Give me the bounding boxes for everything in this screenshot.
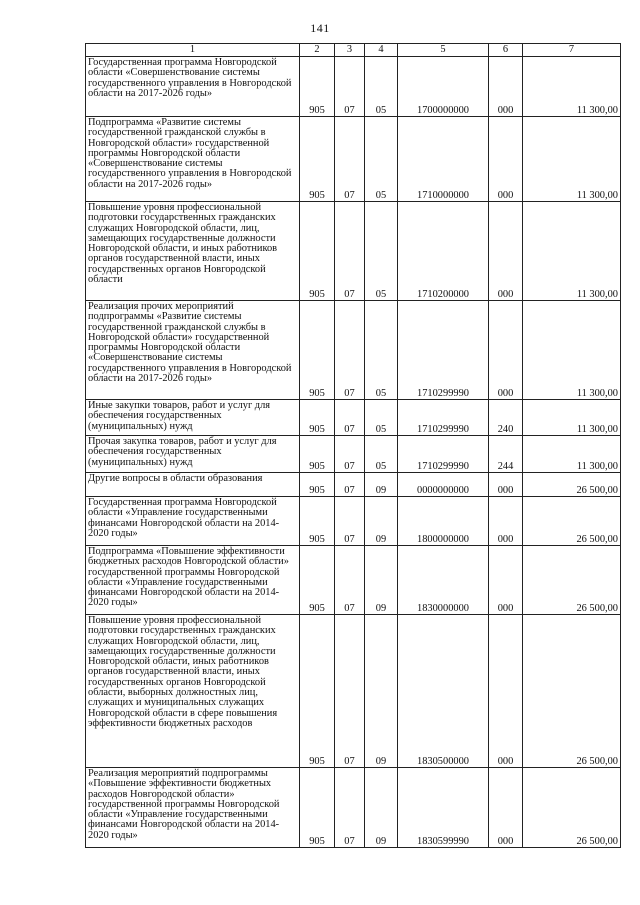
cell-subsection: 05 (365, 57, 398, 117)
cell-target: 0000000000 (398, 473, 489, 497)
cell-code: 905 (300, 546, 335, 615)
table-row (86, 57, 621, 117)
table-row (86, 615, 621, 768)
cell-amount: 11 300,00 (523, 202, 621, 301)
budget-table (85, 43, 621, 848)
row-name-cell: Государственная программа Новгородской области «Совершенствование системы государственного управления в Новгородской области на 2017-2026 годы» (86, 57, 300, 117)
table-header-row (86, 44, 621, 57)
cell-type: 000 (489, 615, 523, 768)
cell-code: 905 (300, 202, 335, 301)
cell-amount: 26 500,00 (523, 497, 621, 546)
cell-type: 000 (489, 768, 523, 848)
row-name-cell: Повышение уровня профессиональной подготовки государственных гражданских служащих Новгородской области, лиц, замещающих государственные должности Новгородской области, и иных работников органов государственной власти, иных государственных органов Новгородской области (86, 202, 300, 301)
table-row (86, 117, 621, 202)
row-name-cell: Подпрограмма «Развитие системы государственной гражданской службы в Новгородской области» государственной программы Новгородской области «Совершенствование системы государственного управления в Новгородской области на 2017-2026 годы» (86, 117, 300, 202)
cell-type: 000 (489, 117, 523, 202)
column-header: 1 (86, 44, 300, 57)
table-row (86, 301, 621, 400)
cell-code: 905 (300, 768, 335, 848)
table-row (86, 546, 621, 615)
column-header: 7 (523, 44, 621, 57)
row-name-cell: Повышение уровня профессиональной подготовки государственных гражданских служащих Новгородской области, лиц, замещающих государственные должности Новгородской области, иных работников органов государственной власти, иных государственных органов Новгородской области, выборных должностных лиц, служащих и муниципальных служащих Новгородской области в сфере повышения эффективности бюджетных расходов (86, 615, 300, 768)
cell-subsection: 05 (365, 117, 398, 202)
cell-code: 905 (300, 117, 335, 202)
cell-amount: 11 300,00 (523, 301, 621, 400)
row-name-cell: Государственная программа Новгородской области «Управление государственными финансами Новгородской области на 2014-2020 годы» (86, 497, 300, 546)
cell-code: 905 (300, 497, 335, 546)
cell-subsection: 09 (365, 768, 398, 848)
column-header: 3 (335, 44, 365, 57)
cell-target: 1830500000 (398, 615, 489, 768)
cell-code: 905 (300, 301, 335, 400)
table-row (86, 473, 621, 497)
cell-section: 07 (335, 436, 365, 473)
cell-amount: 26 500,00 (523, 768, 621, 848)
cell-amount: 11 300,00 (523, 57, 621, 117)
cell-amount: 26 500,00 (523, 473, 621, 497)
column-header: 5 (398, 44, 489, 57)
cell-type: 000 (489, 497, 523, 546)
cell-section: 07 (335, 400, 365, 436)
cell-section: 07 (335, 546, 365, 615)
cell-section: 07 (335, 497, 365, 546)
cell-section: 07 (335, 117, 365, 202)
row-name-cell: Прочая закупка товаров, работ и услуг для обеспечения государственных (муниципальных) нужд (86, 436, 300, 473)
row-name-cell: Иные закупки товаров, работ и услуг для обеспечения государственных (муниципальных) нужд (86, 400, 300, 436)
cell-subsection: 09 (365, 546, 398, 615)
cell-target: 1710299990 (398, 301, 489, 400)
cell-section: 07 (335, 768, 365, 848)
table-row (86, 436, 621, 473)
table-row (86, 202, 621, 301)
cell-section: 07 (335, 615, 365, 768)
cell-subsection: 09 (365, 473, 398, 497)
cell-type: 000 (489, 57, 523, 117)
column-header: 4 (365, 44, 398, 57)
row-name-cell: Реализация мероприятий подпрограммы «Повышение эффективности бюджетных расходов Новгородской области» государственной программы Новгородской области «Управление государственными финансами Новгородской области на 2014-2020 годы» (86, 768, 300, 848)
cell-subsection: 05 (365, 301, 398, 400)
cell-subsection: 09 (365, 497, 398, 546)
row-name-cell: Подпрограмма «Повышение эффективности бюджетных расходов Новгородской области» государственной программы Новгородской области «Управление государственными финансами Новгородской области на 2014-2020 годы» (86, 546, 300, 615)
cell-target: 1710299990 (398, 400, 489, 436)
cell-target: 1710299990 (398, 436, 489, 473)
row-name-cell: Другие вопросы в области образования (86, 473, 300, 497)
cell-amount: 11 300,00 (523, 436, 621, 473)
cell-section: 07 (335, 202, 365, 301)
cell-amount: 11 300,00 (523, 117, 621, 202)
cell-code: 905 (300, 400, 335, 436)
page-number: 141 (310, 21, 330, 35)
cell-type: 240 (489, 400, 523, 436)
cell-type: 000 (489, 473, 523, 497)
cell-subsection: 09 (365, 615, 398, 768)
cell-type: 244 (489, 436, 523, 473)
cell-type: 000 (489, 546, 523, 615)
cell-target: 1710000000 (398, 117, 489, 202)
cell-amount: 26 500,00 (523, 615, 621, 768)
cell-code: 905 (300, 473, 335, 497)
cell-section: 07 (335, 57, 365, 117)
cell-subsection: 05 (365, 436, 398, 473)
cell-subsection: 05 (365, 400, 398, 436)
cell-code: 905 (300, 57, 335, 117)
cell-type: 000 (489, 202, 523, 301)
cell-target: 1800000000 (398, 497, 489, 546)
table-row (86, 400, 621, 436)
cell-amount: 26 500,00 (523, 546, 621, 615)
cell-code: 905 (300, 436, 335, 473)
cell-target: 1830599990 (398, 768, 489, 848)
cell-section: 07 (335, 301, 365, 400)
cell-subsection: 05 (365, 202, 398, 301)
row-name-cell: Реализация прочих мероприятий подпрограммы «Развитие системы государственной гражданской службы в Новгородской области» государственной программы Новгородской области «Совершенствование системы государственного управления в Новгородской области на 2017-2026 годы» (86, 301, 300, 400)
cell-code: 905 (300, 615, 335, 768)
column-header: 6 (489, 44, 523, 57)
cell-type: 000 (489, 301, 523, 400)
table-row (86, 768, 621, 848)
cell-section: 07 (335, 473, 365, 497)
cell-target: 1710200000 (398, 202, 489, 301)
cell-target: 1700000000 (398, 57, 489, 117)
cell-amount: 11 300,00 (523, 400, 621, 436)
cell-target: 1830000000 (398, 546, 489, 615)
column-header: 2 (300, 44, 335, 57)
table-row (86, 497, 621, 546)
